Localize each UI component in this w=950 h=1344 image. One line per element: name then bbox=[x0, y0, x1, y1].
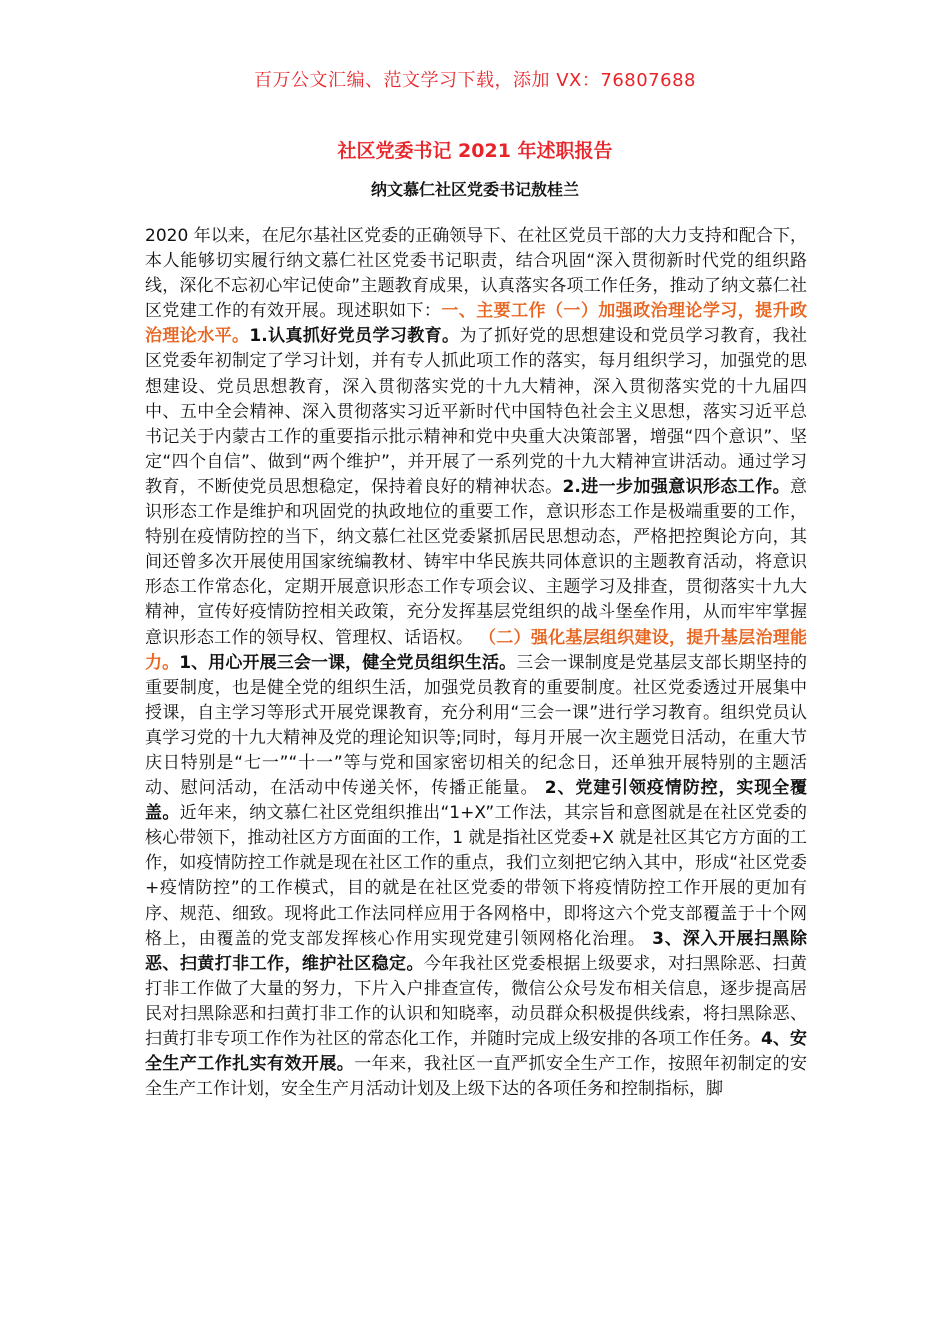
body-segment: 近年来，纳文慕仁社区党组织推出“1+X”工作法，其宗旨和意图就是在社区党委的核心带领下，推动社区方方面面的工作，1 就是指社区党委+X 就是社区其它方方面的工作，如疫情防控工作就是现在社区工作的重点，我们立刻把它纳入其中，形成“社区党委+疫情防控”的工作模式，目的就是在社区党委的带领下将疫情防控工作开展的更加有序、规范、细致。现将此工作法同样应用于各网格中，即将这六个党支部覆盖于十个网格上，由覆盖的党支部发挥核心作用实现党建引领网格化治理。 bbox=[145, 803, 807, 949]
body-segment: 2020 年以来，在尼尔基社区党委的正确领导下、在社区党员干部的大力支持和配合下，本人能够切实履行纳文慕仁社区党委书记职责，结合巩固“深入贯彻新时代党的组织路线，深化不忘初心牢记使命”主题教育成果，认真落实各项工作任务，推动了纳文慕仁社区党建工作的有效开展。现述职如下： bbox=[145, 226, 807, 322]
body-segment: 意识形态工作是维护和巩固党的执政地位的重要工作，意识形态工作是极端重要的工作，特别在疫情防控的当下，纳文慕仁社区党委紧抓居民思想动态，严格把控舆论方向，其间还曾多次开展使用国家统编教材、铸牢中华民族共同体意识的主题教育活动，将意识形态工作常态化，定期开展意识形态工作专项会议、主题学习及排查，贯彻落实十九大精神，宣传好疫情防控相关政策，充分发挥基层党组织的战斗堡垒作用，从而牢牢掌握意识形态工作的领导权、管理权、话语权。 bbox=[145, 476, 807, 648]
document-body bbox=[145, 224, 807, 1102]
body-segment: 一年来，我社区一直严抓安全生产工作，按照年初制定的安全生产工作计划，安全生产月活动计划及上级下达的各项任务和控制指标，脚 bbox=[145, 1054, 808, 1100]
document-title: 社区党委书记 2021 年述职报告 bbox=[337, 140, 613, 162]
body-segment: 三会一课制度是党基层支部长期坚持的重要制度，也是健全党的组织生活，加强党员教育的重要制度。社区党委透过开展集中授课，自主学习等形式开展党课教育，充分利用“三会一课”进行学习教育。组织党员认真学习党的十九大精神及党的理论知识等;同时，每月开展一次主题党日活动，在重大节庆日特别是“七一”“十一”等与党和国家密切相关的纪念日，还单独开展特别的主题活动、慰问活动，在活动中传递关怀，传播正能量。 bbox=[145, 652, 808, 799]
body-segment: 为了抓好党的思想建设和党员学习教育，我社区党委年初制定了学习计划，并有专人抓此项工作的落实，每月组织学习，加强党的思想建设、党员思想教育，深入贯彻落实党的十九大精神，深入贯彻落实党的十九届四中、五中全会精神、深入贯彻落实习近平新时代中国特色社会主义思想，落实习近平总书记关于内蒙古工作的重要指示批示精神和党中央重大决策部署，增强“四个意识”、坚定“四个自信”、做到“两个维护”，并开展了一系列党的十九大精神宣讲活动。通过学习教育，不断使党员思想稳定，保持着良好的精神状态。 bbox=[145, 326, 808, 497]
subsection-heading: 2、党建引领疫情防控，实现全覆盖。 bbox=[145, 778, 808, 824]
promo-header-note: 百万公文汇编、范文学习下载，添加 VX：76807688 bbox=[254, 70, 696, 91]
body-segment: 今年我社区党委根据上级要求，对扫黑除恶、扫黄打非工作做了大量的努力，下片入户排查宣传，微信公众号发布相关信息，逐步提高居民对扫黑除恶和扫黄打非工作的认识和知晓率，动员群众积极提供线索，将扫黑除恶、扫黄打非专项工作作为社区的常态化工作，并随时完成上级安排的各项工作任务。 bbox=[145, 953, 808, 1049]
subsection-heading: 2.进一步加强意识形态工作。 bbox=[562, 476, 790, 497]
subsection-heading: 4、安全生产工作扎实有效开展。 bbox=[145, 1029, 807, 1075]
section-heading: （二）强化基层组织建设，提升基层治理能力。 bbox=[145, 627, 808, 673]
subsection-heading: 3、深入开展扫黑除恶、扫黄打非工作，维护社区稳定。 bbox=[145, 928, 808, 974]
document-subtitle: 纳文慕仁社区党委书记敖桂兰 bbox=[370, 180, 579, 199]
section-heading: 一、主要工作（一）加强政治理论学习，提升政治理论水平。 bbox=[145, 301, 808, 347]
subsection-heading: 1.认真抓好党员学习教育。 bbox=[249, 326, 460, 347]
subsection-heading: 1、用心开展三会一课，健全党员组织生活。 bbox=[179, 652, 517, 673]
